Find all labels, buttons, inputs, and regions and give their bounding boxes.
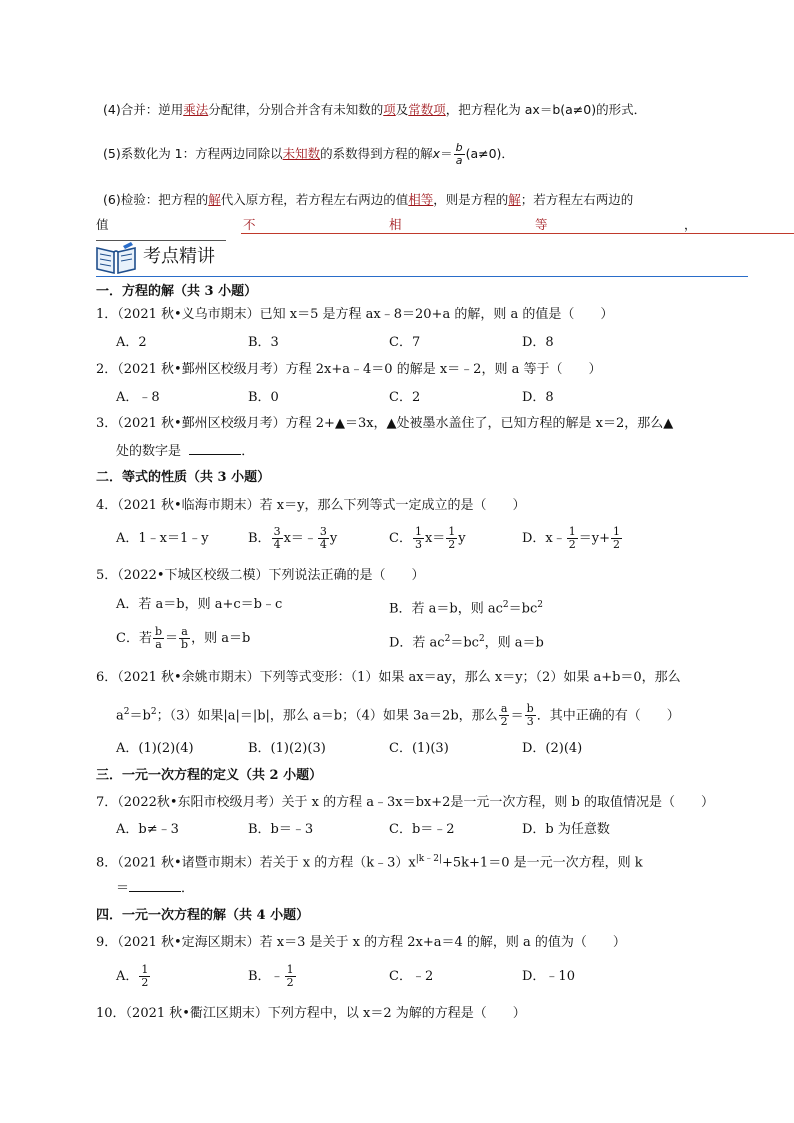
question-6-line2: $a^2=b^2$；（3）如果|a|＝|b|，那么 a＝b；（4）如果 3a＝2b，那么 $\frac{a}{2}$ ＝ $\frac{b}{3}$ ．其中正确的有（ ） bbox=[116, 702, 680, 729]
q9-option-b: B．﹣ $\frac{1}{2}$ bbox=[248, 963, 294, 989]
q4-option-d: D．x﹣ $\frac{1}{2}$ ＝y+ $\frac{1}{2}$ bbox=[522, 525, 621, 551]
answer-char-1: 不 bbox=[243, 217, 256, 232]
answer-blank bbox=[129, 879, 181, 892]
section-heading-1: 一．方程的解（共 3 小题） bbox=[96, 284, 258, 299]
answer-char-3: 等 bbox=[535, 217, 548, 232]
q2-option-a: A．﹣8 bbox=[116, 390, 160, 405]
banner-title: 考点精讲 bbox=[143, 246, 215, 267]
q4-option-b: B． $\frac{3}{4}$ x＝﹣ $\frac{3}{4}$ y bbox=[248, 525, 338, 551]
q7-option-a: A．b≠﹣3 bbox=[116, 822, 179, 837]
q5-option-a: A．若 a＝b，则 a+c＝b﹣c bbox=[116, 597, 283, 612]
method-step-6-line2: 值 bbox=[96, 217, 109, 232]
question-7: 7．（2022秋•东阳市校级月考）关于 x 的方程 a﹣3x＝bx+2是一元一次方程，则 b 的取值情况是（ ） bbox=[96, 795, 715, 810]
q7-option-c: C．b＝﹣2 bbox=[389, 822, 455, 837]
q1-option-c: C．7 bbox=[389, 335, 421, 350]
q2-option-d: D．8 bbox=[522, 390, 554, 405]
section-heading-2: 二．等式的性质（共 3 小题） bbox=[96, 470, 271, 485]
section-heading-3: 三．一元一次方程的定义（共 2 小题） bbox=[96, 768, 323, 783]
q6-option-c: C．(1)(3) bbox=[389, 741, 449, 756]
q9-option-a: A． $\frac{1}{2}$ bbox=[116, 963, 149, 989]
q6-option-d: D．(2)(4) bbox=[522, 741, 583, 756]
question-3: 3．（2021 秋•鄞州区校级月考）方程 2+▲＝3x，▲处被墨水盖住了，已知方程的解是 x＝2，那么▲ bbox=[96, 416, 674, 431]
question-1: 1．（2021 秋•义乌市期末）已知 x＝5 是方程 ax﹣8＝20+a 的解，则 a 的值是（ ） bbox=[96, 307, 614, 322]
question-4: 4．（2021 秋•临海市期末）若 x＝y，那么下列等式一定成立的是（ ） bbox=[96, 498, 526, 513]
fraction-b-over-a: $\frac{b}{a}$ bbox=[455, 141, 463, 167]
q1-option-d: D．8 bbox=[522, 335, 554, 350]
method-step-5: (5)系数化为 1：方程两边同除以未知数的系数得到方程的解x＝ $\frac{b}{a}$ (a≠0)． bbox=[103, 141, 514, 167]
method-step-4: (4)合并：逆用乘法分配律，分别合并含有未知数的项及常数项，把方程化为 ax＝b(a≠0)的形式． bbox=[103, 102, 647, 117]
method-step-6: (6)检验：把方程的解代入原方程，若方程左右两边的值相等，则是方程的解；若方程左右两边的 bbox=[103, 192, 634, 207]
question-8-line2: ＝ ． bbox=[116, 881, 195, 896]
question-9: 9．（2021 秋•定海区期末）若 x＝3 是关于 x 的方程 2x+a＝4 的解，则 a 的值为（ ） bbox=[96, 935, 626, 950]
q4-option-c: C． $\frac{1}{3}$ x＝ $\frac{1}{2}$ y bbox=[389, 525, 466, 551]
q6-option-b: B．(1)(2)(3) bbox=[248, 741, 326, 756]
question-3-line2: 处的数字是 ． bbox=[116, 444, 255, 459]
q7-option-b: B．b＝﹣3 bbox=[248, 822, 314, 837]
q9-option-c: C．﹣2 bbox=[389, 969, 434, 984]
question-8: 8．（2021 秋•诸暨市期末）若关于 x 的方程$(k﹣3)x^{|k﹣2|}+5k+1=0$ 是一元一次方程，则 k bbox=[96, 854, 643, 871]
q6-option-a: A．(1)(2)(4) bbox=[116, 741, 194, 756]
answer-underline bbox=[241, 233, 794, 234]
q1-option-a: A．2 bbox=[116, 335, 147, 350]
question-6: 6．（2021 秋•余姚市期末）下列等式变形：（1）如果 ax＝ay，那么 x＝y；（2）如果 a+b＝0，那么 bbox=[96, 670, 681, 685]
banner-rule bbox=[96, 276, 748, 277]
answer-blank bbox=[189, 442, 241, 455]
answer-char-2: 相 bbox=[389, 217, 402, 232]
q5-option-c: C．若 $\frac{b}{a}$ ＝ $\frac{a}{b}$ ，则 a＝b bbox=[116, 625, 251, 651]
question-2: 2．（2021 秋•鄞州区校级月考）方程 2x+a﹣4＝0 的解是 x＝﹣2，则 a 等于（ ） bbox=[96, 362, 602, 377]
q9-option-d: D．﹣10 bbox=[522, 969, 575, 984]
section-heading-4: 四．一元一次方程的解（共 4 小题） bbox=[96, 908, 310, 923]
q1-option-b: B．3 bbox=[248, 335, 279, 350]
q2-option-b: B．0 bbox=[248, 390, 279, 405]
question-10: 10．（2021 秋•衢江区期末）下列方程中，以 x＝2 为解的方程是（ ） bbox=[96, 1006, 526, 1021]
q5-option-b: B．若 a＝b，则 $ac^2=bc^2$ bbox=[389, 600, 543, 617]
book-icon bbox=[93, 240, 139, 276]
q5-option-d: D．若 $ac^2=bc^2$，则 a＝b bbox=[389, 634, 544, 651]
q2-option-c: C．2 bbox=[389, 390, 421, 405]
q4-option-a: A．1﹣x＝1﹣y bbox=[116, 531, 209, 546]
question-5: 5．（2022•下城区校级二模）下列说法正确的是（ ） bbox=[96, 568, 425, 583]
q7-option-d: D．b 为任意数 bbox=[522, 822, 610, 837]
answer-comma: ， bbox=[684, 217, 697, 232]
